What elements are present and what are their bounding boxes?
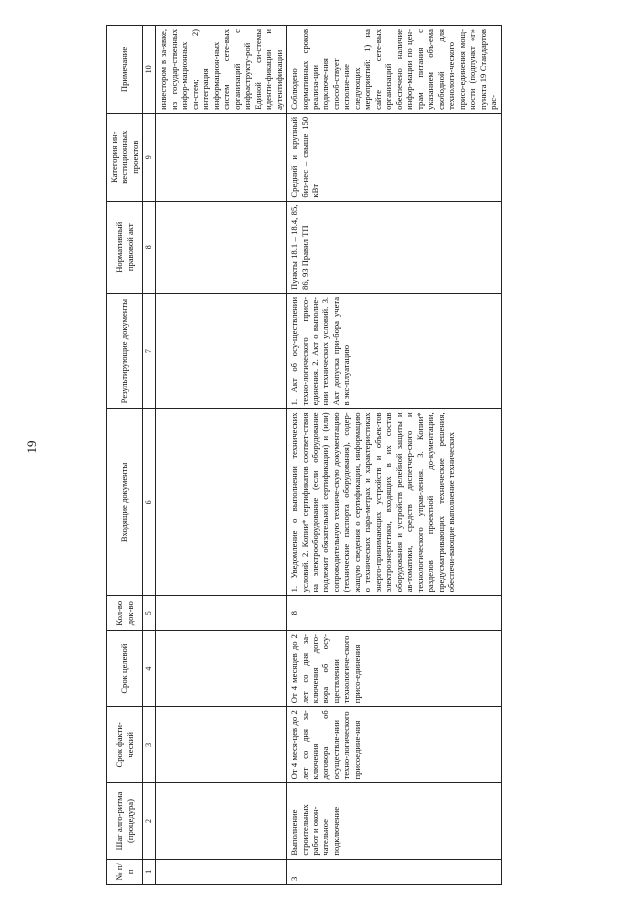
column-number: 9 — [143, 113, 156, 201]
header-cell: Срок целевой — [107, 631, 143, 707]
actual-term-cell: От 4 меся-цев до 2 лет со дня за-ключения договора об осуществле-нии техно-логического присоедине-ния — [287, 707, 502, 783]
header-cell: № п/п — [107, 859, 143, 884]
header-cell: Результирующие документы — [107, 293, 143, 408]
header-cell: Категория ин-вестиционных проектов — [107, 113, 143, 201]
column-number-row — [143, 26, 156, 885]
note-cell: Соблюдено нормативных сроков реализа-ции подключе-ния способ-ствует исполне-ние следующих мероприятий: 1) на сайте сете-вых организаций обеспечено наличие инфор-мации по цен-трам питания с указанием объ-ема свободной для технологи-ческого присо-единения мощ-ности (подпункт «г» пункта 19 Стандартов рас- — [287, 26, 502, 114]
step-cell: Выполнение строительных работ и окон-чательное подключение — [287, 783, 502, 859]
result-docs-cell: 1. Акт об осу-ществлении техно-логического присо-единения. 2. Акт о выполне-нии технических условий. 3. Акт допуска при-бора учета в экс-плуатацию — [287, 293, 502, 408]
target-term-cell: От 4 месяцев до 2 лет со дня за-ключения дого-вора об осу-ществлении технологиче-ского присо-единения — [287, 631, 502, 707]
header-row — [107, 26, 143, 885]
column-number: 3 — [143, 707, 156, 783]
column-number: 7 — [143, 293, 156, 408]
column-number: 10 — [143, 26, 156, 114]
header-cell: Шаг алго-ритма (процедура) — [107, 783, 143, 859]
legal-act-cell: Пункты 18.1 – 18.4, 85, 86, 93 Правил ТП — [287, 201, 502, 293]
rotated-sheet — [64, 0, 640, 899]
table-row-continued — [156, 26, 287, 885]
column-number: 6 — [143, 409, 156, 596]
table-row-3 — [287, 26, 502, 885]
header-cell: Кол-во док-во — [107, 596, 143, 631]
row-number: 3 — [287, 859, 502, 884]
doc-count-cell: 8 — [287, 596, 502, 631]
header-cell: Нормативный правовой акт — [107, 201, 143, 293]
note-cell: инвестором в за-явке, из государ-ственных инфор-мационных си-стем; 2) интеграция информацион-ных систем сете-вых организаций с инфраструкту-рой Единой си-стемы иденти-фикации и аутентификации — [156, 26, 287, 114]
column-number: 1 — [143, 859, 156, 884]
table-wrap — [106, 25, 640, 885]
header-cell: Входящие документы — [107, 409, 143, 596]
page-number: 19 — [24, 440, 39, 454]
column-number: 4 — [143, 631, 156, 707]
column-number: 5 — [143, 596, 156, 631]
incoming-docs-cell: 1. Уведомление о выполнении технических условий. 2. Копии* сертификатов соответ-ствия на электрооборудование (если оборудование подлежит обязательной сертификации) и (или) сопроводительную техниче-скую документацию (технические паспорта оборудования), содер-жащую сведения о сертификации, информацию о технических пара-метрах и характеристиках энерго-принимающих устройств и объек-тов электроэнергетики, входящих в их состав оборудования и устройств релейной защиты и ав-томатики, средств диспетчер-ского и технологического управ-ления. 3. Копии* разделов проектной до-кументации, предусматривающих технические решения, обеспечи-вающие выполнение технических — [287, 409, 502, 596]
category-cell: Средний и крупный биз-нес – свыше 150 кВт — [287, 113, 502, 201]
header-cell: Срок факти-ческий — [107, 707, 143, 783]
header-cell: Примечание — [107, 26, 143, 114]
column-number: 8 — [143, 201, 156, 293]
procedure-table — [106, 25, 502, 885]
column-number: 2 — [143, 783, 156, 859]
